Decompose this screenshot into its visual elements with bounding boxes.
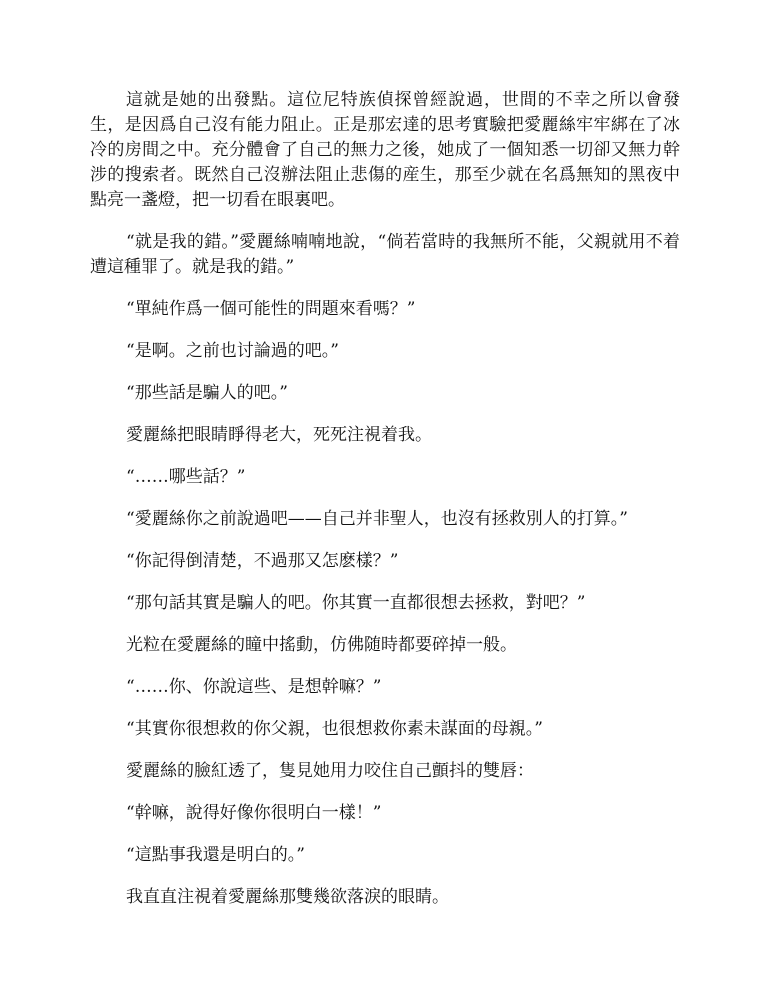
paragraph: “你記得倒清楚，不過那又怎麽樣？” <box>126 551 399 571</box>
paragraph: “單純作爲一個可能性的問題來看嗎？” <box>126 299 416 319</box>
paragraph: “這點事我還是明白的。” <box>126 845 305 865</box>
paragraph: “那句話其實是騙人的吧。你其實一直都很想去拯救，對吧？” <box>126 593 586 613</box>
paragraph: “那些話是騙人的吧。” <box>126 383 288 403</box>
paragraph: “就是我的錯。”愛麗絲喃喃地說，“倘若當時的我無所不能，父親就用不着遭這種罪了。就是我的錯。” <box>90 232 680 277</box>
paragraph: 愛麗絲把眼睛睜得老大，死死注視着我。 <box>126 425 432 445</box>
paragraph: “愛麗絲你之前說過吧——自己并非聖人，也沒有拯救別人的打算。” <box>126 509 628 529</box>
paragraph: 愛麗絲的臉紅透了，隻見她用力咬住自己顫抖的雙唇： <box>126 761 534 781</box>
paragraph: “是啊。之前也讨論過的吧。” <box>126 341 339 361</box>
paragraph: “幹嘛，說得好像你很明白一樣！” <box>126 803 382 823</box>
document-body <box>90 88 680 927</box>
paragraph: 光粒在愛麗絲的瞳中搖動，仿佛随時都要碎掉一般。 <box>126 635 517 655</box>
paragraph: “其實你很想救的你父親，也很想救你素未謀面的母親。” <box>126 719 543 739</box>
paragraph: 我直直注視着愛麗絲那雙幾欲落淚的眼睛。 <box>126 887 449 907</box>
paragraph: “……哪些話？” <box>126 467 246 487</box>
paragraph: 這就是她的出發點。這位尼特族偵探曾經說過，世間的不幸之所以會發生，是因爲自己沒有能力阻止。正是那宏達的思考實驗把愛麗絲牢牢綁在了冰冷的房間之中。充分體會了自己的無力之後，她成了一個知悉一切卻又無力幹涉的搜索者。既然自己沒辦法阻止悲傷的産生，那至少就在名爲無知的黑夜中點亮一盞燈，把一切看在眼裏吧。 <box>90 90 680 210</box>
paragraph: “……你、你說這些、是想幹嘛？” <box>126 677 382 697</box>
